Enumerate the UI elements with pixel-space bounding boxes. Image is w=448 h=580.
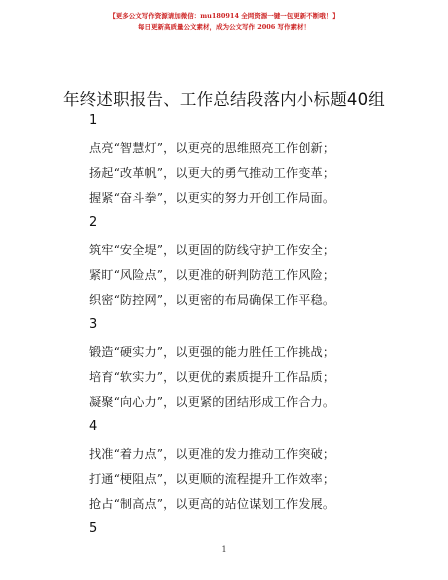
body-line: 紧盯“风险点”，以更准的研判防范工作风险； xyxy=(89,268,336,282)
body-line: 握紧“奋斗拳”，以更实的努力开创工作局面。 xyxy=(89,191,336,205)
body-line: 锻造“硬实力”，以更强的能力胜任工作挑战； xyxy=(89,345,336,359)
body-line: 织密“防控网”，以更密的布局确保工作平稳。 xyxy=(89,293,336,307)
page-number: 1 xyxy=(221,545,227,554)
body-line: 培育“软实力”，以更优的素质提升工作品质； xyxy=(89,370,336,384)
group-number: 5 xyxy=(89,521,98,536)
body-line: 扬起“改革帆”，以更大的勇气推动工作变革； xyxy=(89,166,336,180)
banner-line-2: 每日更新高质量公文素材，成为公文写作 2006 写作素材！ xyxy=(137,23,311,31)
body-line: 点亮“智慧灯”，以更亮的思维照亮工作创新； xyxy=(89,141,336,155)
body-line: 凝聚“向心力”，以更紧的团结形成工作合力。 xyxy=(89,395,336,409)
group-number: 1 xyxy=(89,113,98,128)
body-line: 找准“着力点”，以更准的发力推动工作突破； xyxy=(89,447,336,461)
group-number: 4 xyxy=(89,419,98,434)
header-banner xyxy=(0,12,448,32)
document-title: 年终述职报告、工作总结段落内小标题40组 xyxy=(63,90,385,109)
body-line: 打通“梗阻点”，以更顺的流程提升工作效率； xyxy=(89,472,336,486)
body-line: 抢占“制高点”，以更高的站位谋划工作发展。 xyxy=(89,497,336,511)
banner-line-1: 【更多公文写作资源请加微信：mu180914 全网资源一键一包更新不断哦！】 xyxy=(109,12,339,20)
group-number: 2 xyxy=(89,215,98,230)
group-number: 3 xyxy=(89,317,98,332)
body-line: 筑牢“安全堤”，以更固的防线守护工作安全； xyxy=(89,243,336,257)
